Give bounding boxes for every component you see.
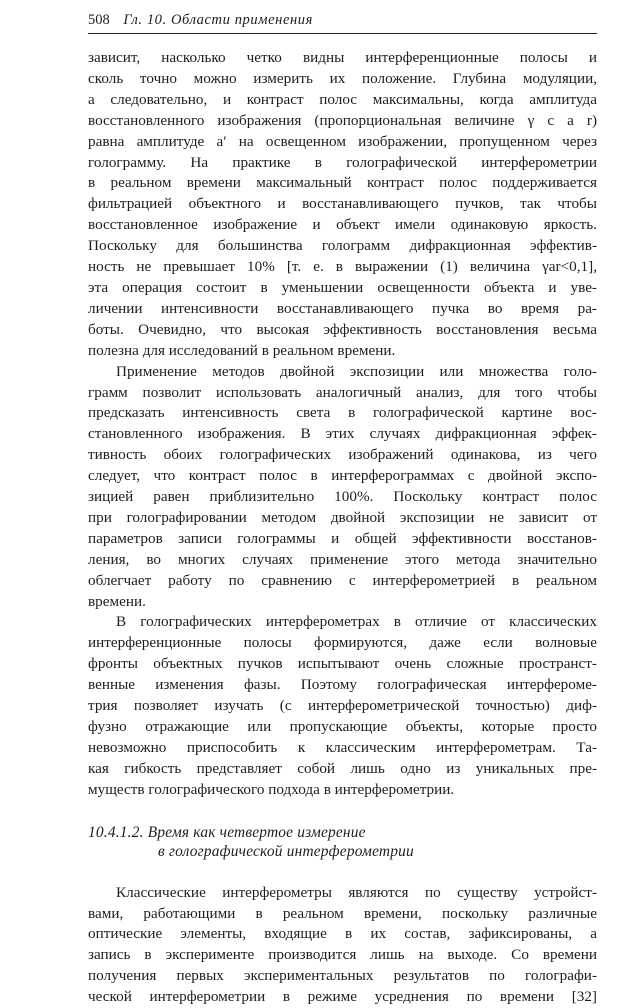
section-title-line-2: в голографической интерферометрии: [158, 842, 414, 860]
paragraph-2: [88, 362, 597, 613]
text-line: ность не превышает 10% [т. е. в выражении (1) величина γar<0,1],: [88, 258, 597, 276]
text-line: голограмму. На практике в голографической интерферометрии: [88, 153, 597, 171]
section-heading: [88, 823, 597, 861]
text-line: фронты объектных пучков испытывают очень сложные пространст-: [88, 655, 597, 673]
text-line: сколь точно можно измерить их положение. Глубина модуляции,: [88, 69, 597, 87]
text-line: боты. Очевидно, что высокая эффективность восстановления весьма: [88, 320, 597, 338]
text-line: личении интенсивности восстанавливающего пучка во время ра-: [88, 299, 597, 317]
text-line: эта операция состоит в уменьшении освещенности объекта и уве-: [88, 278, 597, 296]
running-head: [88, 10, 597, 34]
chapter-title: Гл. 10. Области применения: [123, 12, 313, 28]
text-line: облегчает работу по сравнению с интерферометрией в реальном: [88, 571, 597, 589]
text-line: получения первых экспериментальных результатов по голографи-: [88, 967, 597, 985]
text-line: интерференционные полосы формируются, даже если волновые: [88, 634, 597, 652]
text-line: а следовательно, и контраст полос максимальны, когда амплитуда: [88, 90, 597, 108]
text-line: трия позволяет изучать (с интерферометрической точностью) диф-: [88, 697, 597, 715]
text-line: Применение методов двойной экспозиции или множества голо-: [116, 362, 597, 380]
page-number: 508: [88, 12, 110, 28]
text-line: В голографических интерферометрах в отличие от классических: [116, 613, 597, 631]
paragraph-4: [88, 883, 597, 1008]
text-line: следует, что контраст полос в интерферограммах с двойной экспо-: [88, 467, 597, 485]
text-line: параметров записи голограммы и общей эффективности восстанов-: [88, 529, 597, 547]
text-line: восстановленное изображение и объект имели одинаковую яркость.: [88, 216, 597, 234]
text-line: грамм позволит использовать аналогичный анализ, для того чтобы: [88, 383, 597, 401]
text-line: предсказать интенсивность света в голографической картине вос-: [88, 404, 597, 422]
text-line: восстановленного изображения (пропорциональная величине γ с а r): [88, 111, 597, 129]
text-line: времени.: [88, 592, 146, 610]
text-line: оптические элементы, входящие в их состав, зафиксированы, а: [88, 925, 597, 943]
text-line: тивность обоих голографических изображений одинакова, из чего: [88, 446, 597, 464]
text-line: зицией равен приблизительно 100%. Поскольку контраст полос: [88, 488, 597, 506]
text-line: невозможно приспособить к классическим интерферометрам. Та-: [88, 738, 597, 756]
text-line: запись в эксперименте производится лишь на выходе. Со времени: [88, 946, 597, 964]
text-line: фузно отражающие или пропускающие объекты, которые просто: [88, 718, 597, 735]
text-line: полезна для исследований в реальном времени.: [88, 341, 396, 359]
text-line: Поскольку для большинства голограмм дифракционная эффектив-: [88, 237, 597, 255]
text-line: ческой интерферометрии в режиме усреднения по времени [32]: [88, 988, 597, 1006]
text-line: ления, во многих случаях применение этого метода значительно: [88, 550, 597, 568]
text-line: зависит, насколько четко видны интерференционные полосы и: [88, 49, 597, 66]
text-line: при голографировании методом двойной экспозиции не зависит от: [88, 508, 597, 526]
text-line: кая гибкость представляет собой лишь одно из уникальных пре-: [88, 759, 597, 777]
text-line: становленного изображения. В этих случаях дифракционная эффек-: [88, 425, 597, 443]
text-line: муществ голографического подхода в интерферометрии.: [88, 780, 455, 798]
section-title-line-1: Время как четвертое измерение: [147, 823, 366, 841]
paragraph-3: [88, 612, 597, 800]
section-number: 10.4.1.2.: [88, 823, 144, 841]
paragraph-1: [88, 48, 597, 362]
text-line: вами, работающими в реальном времени, поскольку различные: [88, 904, 597, 922]
text-line: равна амплитуде а′ на освещенном изображении, пропущенном через: [88, 132, 597, 150]
text-line: фильтрацией объектного и восстанавливающего пучков, так чтобы: [88, 195, 597, 213]
book-page: [88, 10, 597, 1008]
text-line: Классические интерферометры являются по существу устройст-: [116, 883, 597, 901]
text-line: в реальном времени максимальный контраст полос поддерживается: [88, 174, 597, 192]
text-line: венные изменения фазы. Поэтому голографическая интерфероме-: [88, 676, 597, 694]
